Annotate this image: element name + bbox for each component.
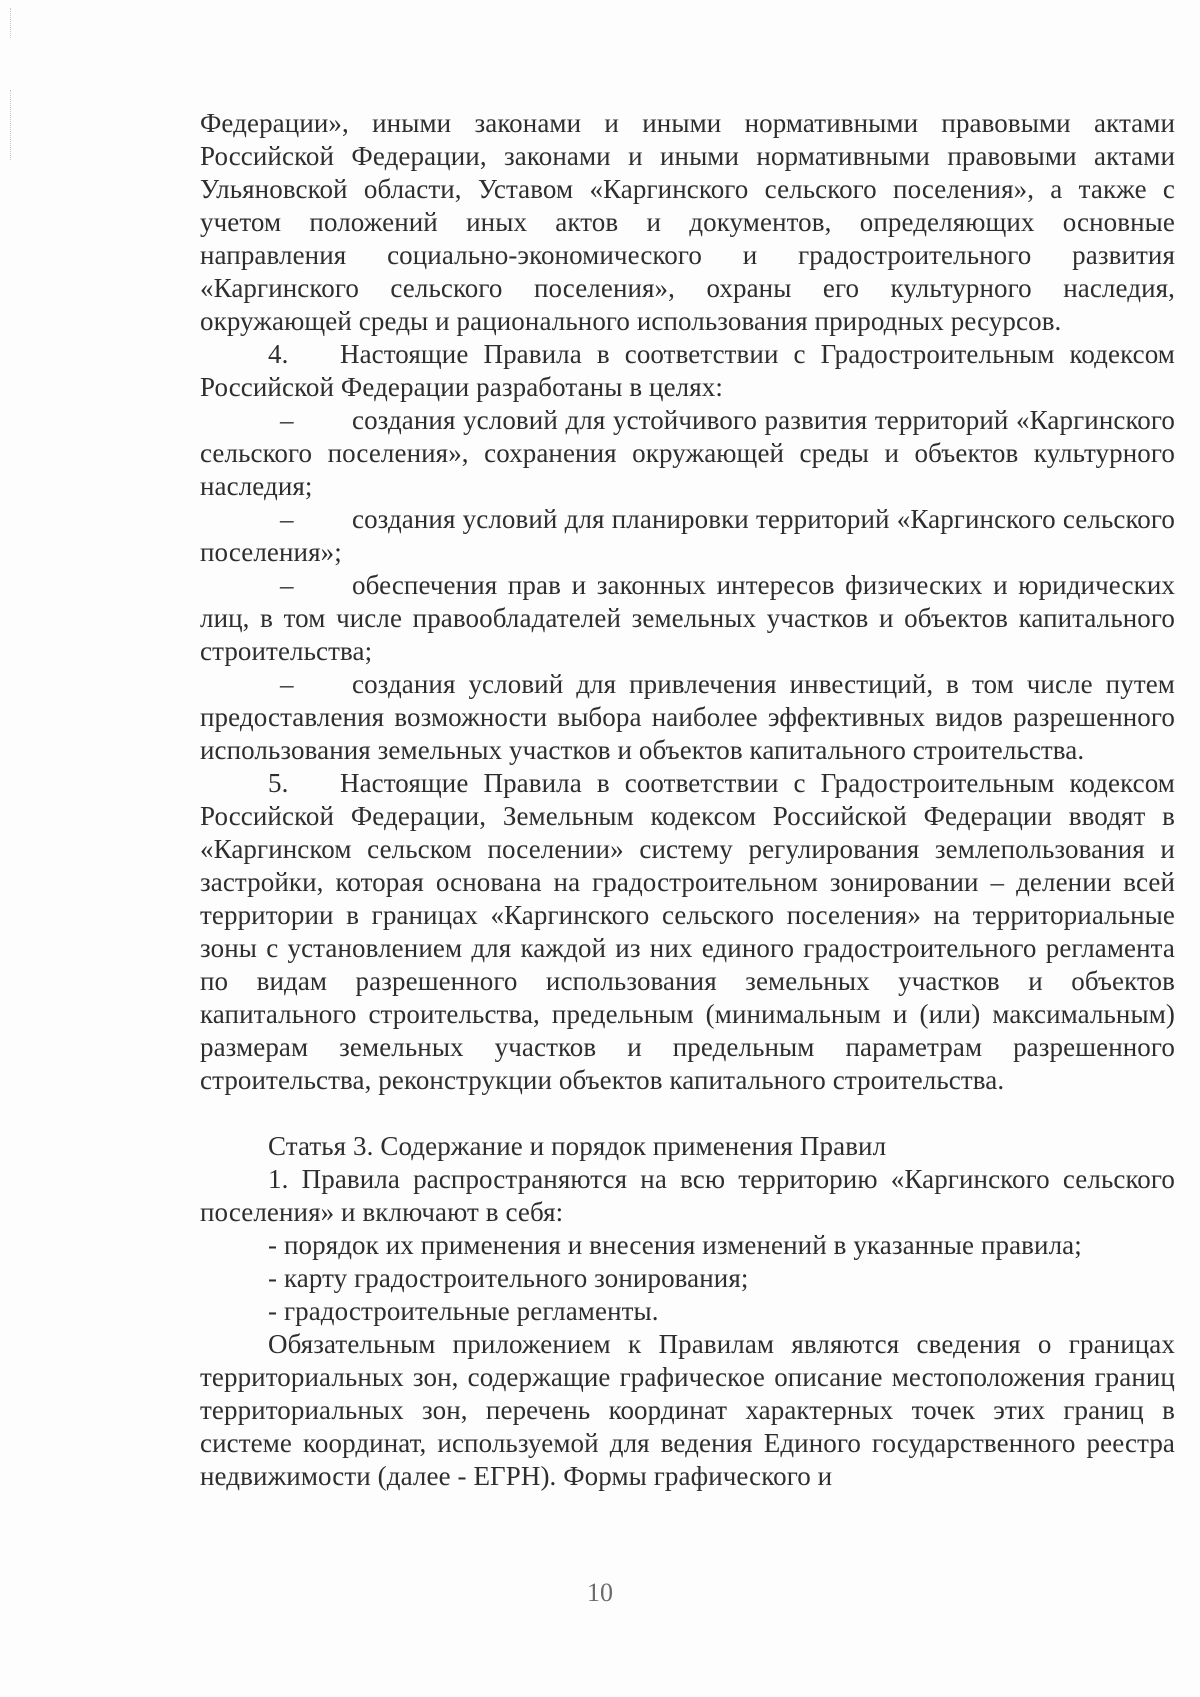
item-5	[200, 767, 1175, 1097]
document-body	[200, 107, 1175, 1493]
goal-text: создания условий для привлечения инвестиций, в том числе путем предоставления возможности выбора наиболее эффективных видов разрешенного использования земельных участков и объектов капитального строительства.	[200, 669, 1175, 765]
item-5-number: 5.	[268, 768, 289, 798]
goal-item	[200, 569, 1175, 668]
contents-item: - карту градостроительного зонирования;	[268, 1263, 749, 1293]
paragraph-gap	[200, 1097, 1175, 1130]
appendix-paragraph: Обязательным приложением к Правилам являются сведения о границах территориальных зон, содержащие графическое описание местоположения границ территориальных зон, перечень координат характерных точек этих границ в системе координат, используемой для ведения Единого государственного реестра недвижимости (далее - ЕГРН). Формы графического и	[200, 1329, 1175, 1491]
goal-text: создания условий для планировки территорий «Каргинского сельского поселения»;	[200, 504, 1175, 567]
dash-marker: –	[280, 504, 294, 534]
item-4-text: Настоящие Правила в соответствии с Градостроительным кодексом Российской Федерации разработаны в целях:	[200, 339, 1175, 402]
scan-edge-mark	[10, 8, 13, 38]
scan-edge-mark	[10, 90, 13, 160]
article-3-clause-1: 1. Правила распространяются на всю территорию «Каргинского сельского поселения» и включают в себя:	[200, 1164, 1175, 1227]
dash-marker: –	[280, 570, 294, 600]
item-4-number: 4.	[268, 339, 289, 369]
item-5-text: Настоящие Правила в соответствии с Градостроительным кодексом Российской Федерации, Земельным кодексом Российской Федерации вводят в «Каргинском сельском поселении» систему регулирования землепользования и застройки, которая основана на градостроительном зонировании – делении всей территории в границах «Каргинского сельского поселения» на территориальные зоны с установлением для каждой из них единого градостроительного регламента по видам разрешенного использования земельных участков и объектов капитального строительства, предельным (минимальным и (или) максимальным) размерам земельных участков и предельным параметрам разрешенного строительства, реконструкции объектов капитального строительства.	[200, 768, 1175, 1095]
contents-item: - градостроительные регламенты.	[268, 1296, 659, 1326]
dash-marker: –	[280, 669, 294, 699]
goal-text: обеспечения прав и законных интересов физических и юридических лиц, в том числе правообладателей земельных участков и объектов капитального строительства;	[200, 570, 1175, 666]
page-number: 10	[587, 1578, 613, 1607]
dash-marker: –	[280, 405, 294, 435]
article-3-heading: Статья 3. Содержание и порядок применения Правил	[268, 1131, 887, 1161]
goal-text: создания условий для устойчивого развития территорий «Каргинского сельского поселения», сохранения окружающей среды и объектов культурного наследия;	[200, 405, 1175, 501]
goal-item	[200, 404, 1175, 503]
contents-item: - порядок их применения и внесения изменений в указанные правила;	[268, 1230, 1082, 1260]
goal-item	[200, 503, 1175, 569]
goal-item	[200, 668, 1175, 767]
opening-paragraph: Федерации», иными законами и иными нормативными правовыми актами Российской Федерации, законами и иными нормативными правовыми актами Ульяновской области, Уставом «Каргинского сельского поселения», а также с учетом положений иных актов и документов, определяющих основные направления социально-экономического и градостроительного развития «Каргинского сельского поселения», охраны его культурного наследия, окружающей среды и рационального использования природных ресурсов.	[200, 108, 1175, 336]
item-4	[200, 338, 1175, 404]
